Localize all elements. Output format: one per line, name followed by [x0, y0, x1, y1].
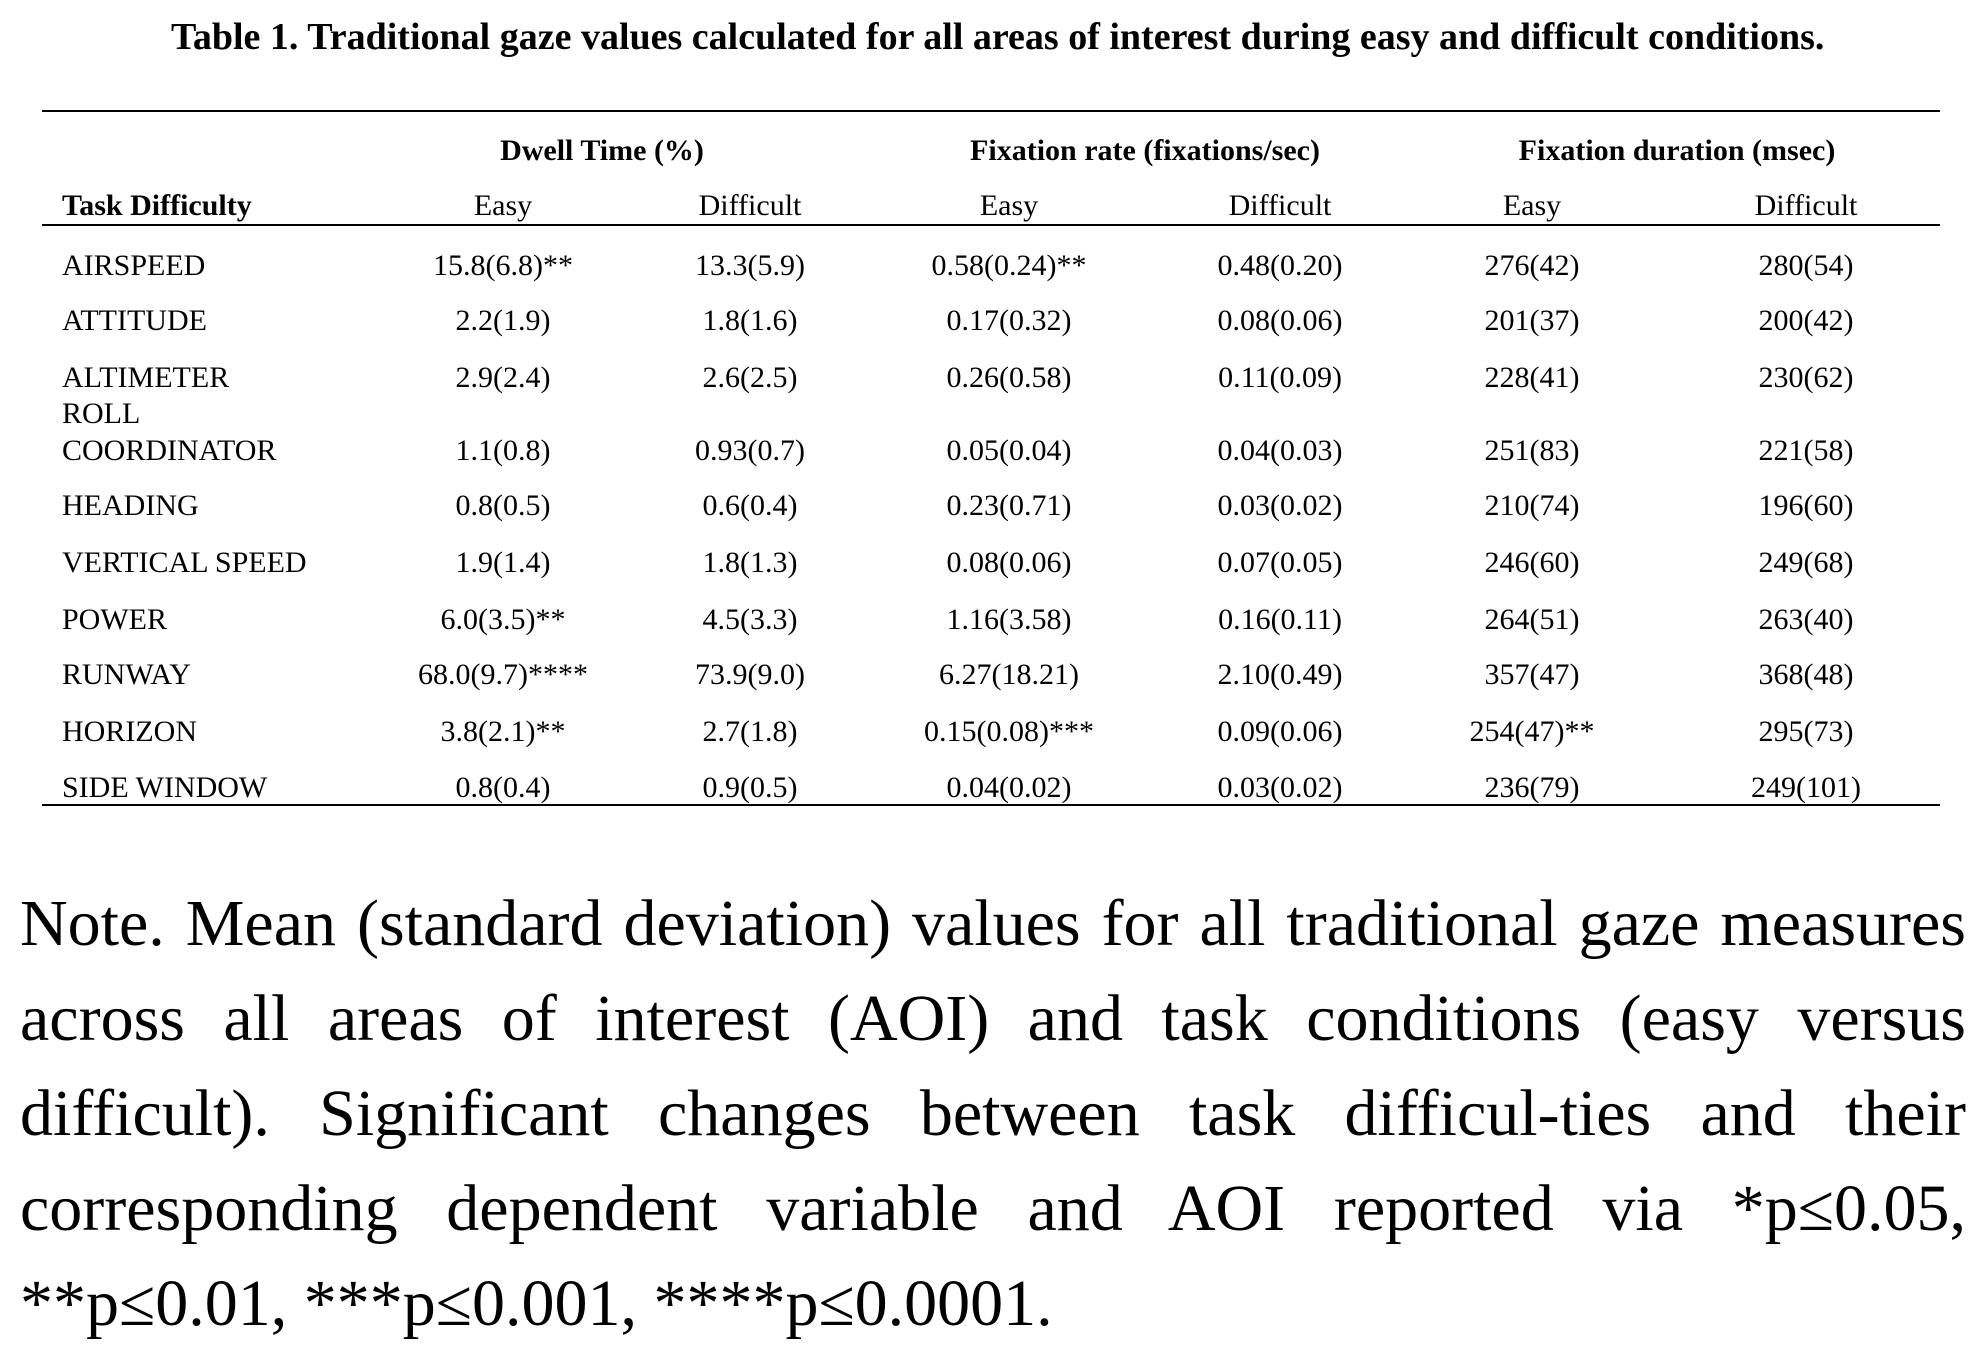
- cell-dwell-difficult: 0.93(0.7): [695, 434, 805, 467]
- row-label-line2: COORDINATOR: [62, 434, 277, 467]
- cell-rate-difficult: 0.09(0.06): [1217, 715, 1343, 748]
- cell-dwell-easy: 2.9(2.4): [455, 361, 551, 394]
- table-row: [0, 600, 1980, 640]
- cell-duration-difficult: 230(62): [1758, 361, 1854, 394]
- cell-dwell-easy: 0.8(0.4): [455, 771, 551, 804]
- cell-duration-easy: 210(74): [1484, 489, 1580, 522]
- cell-dwell-difficult: 0.9(0.5): [702, 771, 798, 804]
- row-label: RUNWAY: [62, 658, 191, 691]
- subheader-duration-difficult: Difficult: [1754, 189, 1858, 222]
- cell-dwell-difficult: 73.9(9.0): [695, 658, 805, 691]
- row-label: HEADING: [62, 489, 199, 522]
- cell-rate-difficult: 2.10(0.49): [1217, 658, 1343, 691]
- table-row: [0, 543, 1980, 583]
- cell-duration-easy: 254(47)**: [1469, 715, 1595, 748]
- cell-duration-easy: 276(42): [1484, 249, 1580, 282]
- table-row: [0, 768, 1980, 808]
- cell-duration-easy: 264(51): [1484, 603, 1580, 636]
- cell-dwell-difficult: 2.6(2.5): [702, 361, 798, 394]
- row-label: HORIZON: [62, 715, 197, 748]
- cell-rate-easy: 0.23(0.71): [946, 489, 1072, 522]
- cell-duration-difficult: 263(40): [1758, 603, 1854, 636]
- row-label: VERTICAL SPEED: [62, 546, 307, 579]
- group-header-fixation-rate: Fixation rate (fixations/sec): [970, 134, 1320, 167]
- cell-duration-difficult: 200(42): [1758, 304, 1854, 337]
- cell-duration-difficult: 280(54): [1758, 249, 1854, 282]
- cell-dwell-easy: 0.8(0.5): [455, 489, 551, 522]
- cell-duration-difficult: 196(60): [1758, 489, 1854, 522]
- cell-rate-difficult: 0.11(0.09): [1218, 361, 1342, 394]
- cell-dwell-easy: 1.1(0.8): [455, 434, 551, 467]
- table-row: [0, 712, 1980, 752]
- cell-rate-easy: 0.58(0.24)**: [931, 249, 1087, 282]
- row-label: SIDE WINDOW: [62, 771, 268, 804]
- table-row: [0, 301, 1980, 341]
- cell-dwell-difficult: 1.8(1.3): [702, 546, 798, 579]
- group-header-fixation-duration: Fixation duration (msec): [1518, 134, 1836, 167]
- cell-duration-easy: 236(79): [1484, 771, 1580, 804]
- cell-rate-difficult: 0.07(0.05): [1217, 546, 1343, 579]
- table-row: [0, 486, 1980, 526]
- cell-dwell-difficult: 0.6(0.4): [702, 489, 798, 522]
- cell-dwell-easy: 3.8(2.1)**: [440, 715, 566, 748]
- top-rule: [42, 110, 1940, 112]
- cell-rate-difficult: 0.16(0.11): [1218, 603, 1342, 636]
- cell-duration-easy: 246(60): [1484, 546, 1580, 579]
- table-caption: Table 1. Traditional gaze values calculated for all areas of interest during easy and difficult conditions.: [171, 16, 1825, 58]
- cell-dwell-easy: 1.9(1.4): [455, 546, 551, 579]
- cell-dwell-easy: 2.2(1.9): [455, 304, 551, 337]
- cell-rate-difficult: 0.03(0.02): [1217, 489, 1343, 522]
- cell-rate-difficult: 0.03(0.02): [1217, 771, 1343, 804]
- cell-dwell-easy: 15.8(6.8)**: [433, 249, 573, 282]
- task-difficulty-header: Task Difficulty: [62, 189, 252, 222]
- table-row: [0, 397, 1980, 471]
- cell-dwell-easy: 68.0(9.7)****: [418, 658, 588, 691]
- cell-dwell-difficult: 2.7(1.8): [702, 715, 798, 748]
- subheader-dwell-difficult: Difficult: [698, 189, 802, 222]
- cell-rate-easy: 6.27(18.21): [939, 658, 1079, 691]
- cell-rate-easy: 0.26(0.58): [946, 361, 1072, 394]
- row-label: ALTIMETER: [62, 361, 230, 394]
- subheader-rate-difficult: Difficult: [1228, 189, 1332, 222]
- cell-duration-difficult: 249(68): [1758, 546, 1854, 579]
- cell-dwell-difficult: 13.3(5.9): [695, 249, 805, 282]
- cell-duration-easy: 357(47): [1484, 658, 1580, 691]
- cell-duration-difficult: 249(101): [1751, 771, 1861, 804]
- subheader-duration-easy: Easy: [1502, 189, 1562, 222]
- cell-dwell-difficult: 1.8(1.6): [702, 304, 798, 337]
- cell-dwell-difficult: 4.5(3.3): [702, 603, 798, 636]
- cell-duration-difficult: 295(73): [1758, 715, 1854, 748]
- cell-duration-difficult: 368(48): [1758, 658, 1854, 691]
- bottom-rule: [42, 804, 1940, 806]
- row-label: POWER: [62, 603, 167, 636]
- cell-rate-easy: 0.17(0.32): [946, 304, 1072, 337]
- cell-duration-easy: 228(41): [1484, 361, 1580, 394]
- subheader-rate-easy: Easy: [979, 189, 1039, 222]
- subheader-dwell-easy: Easy: [473, 189, 533, 222]
- cell-rate-difficult: 0.04(0.03): [1217, 434, 1343, 467]
- cell-duration-difficult: 221(58): [1758, 434, 1854, 467]
- cell-rate-difficult: 0.08(0.06): [1217, 304, 1343, 337]
- table-row: [0, 358, 1980, 398]
- cell-duration-easy: 201(37): [1484, 304, 1580, 337]
- cell-dwell-easy: 6.0(3.5)**: [440, 603, 566, 636]
- table-note: Note. Mean (standard deviation) values for all traditional gaze measures across all areas of interest (AOI) and task conditions (easy versus difficult). Significant changes between task difficul-ties and their corresponding dependent variable and AOI reported via *p≤0.05, **p≤0.01, ***p≤0.001, ****p≤0.0001.: [20, 887, 1966, 1340]
- cell-rate-easy: 1.16(3.58): [946, 603, 1072, 636]
- row-label: AIRSPEED: [62, 249, 206, 282]
- cell-duration-easy: 251(83): [1484, 434, 1580, 467]
- cell-rate-easy: 0.15(0.08)***: [924, 715, 1094, 748]
- cell-rate-difficult: 0.48(0.20): [1217, 249, 1343, 282]
- row-label-line1: ROLL: [62, 397, 141, 430]
- cell-rate-easy: 0.08(0.06): [946, 546, 1072, 579]
- table-row: [0, 655, 1980, 695]
- table-row: [0, 246, 1980, 286]
- cell-rate-easy: 0.04(0.02): [946, 771, 1072, 804]
- cell-rate-easy: 0.05(0.04): [946, 434, 1072, 467]
- group-header-dwell-time: Dwell Time (%): [500, 134, 704, 167]
- row-label: ATTITUDE: [62, 304, 207, 337]
- header-rule: [42, 224, 1940, 226]
